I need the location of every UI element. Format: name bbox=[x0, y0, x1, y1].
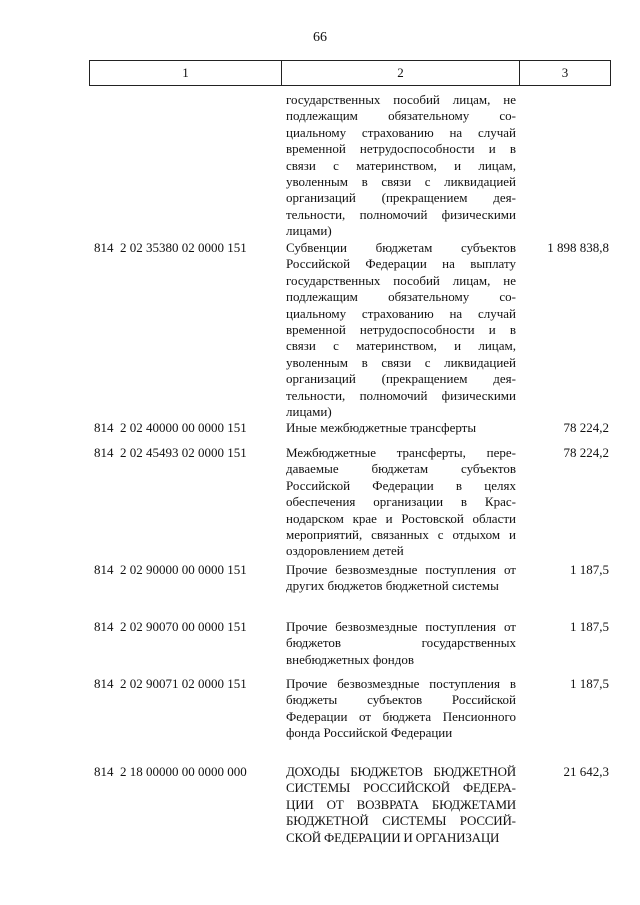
row-description: Субвенции бюджетам субъектов Российской Федерации на выплату государственных пособий лицам, не подлежащим обязательному социальному страхованию на случай временной нетрудоспособности и в связи с материнством, и лицам, уволенным в связи с ликвидацией организаций (прекращением деятельности, полномочий физическими лицами) bbox=[286, 240, 516, 420]
row-classification-code: 2 02 40000 00 0000 151 bbox=[120, 420, 247, 435]
row-amount: 1 187,5 bbox=[570, 676, 609, 691]
row-amount: 1 187,5 bbox=[570, 619, 609, 634]
row-description: Межбюджетные трансферты, передаваемые бюджетам субъектов Российской Федерации в целях обеспечения организации в Краснодарском крае и Ростовской области мероприятий, связанных с отдыхом и оздоровлением детей bbox=[286, 445, 516, 559]
row-admin-code: 814 bbox=[94, 764, 114, 779]
row-amount: 1 187,5 bbox=[570, 562, 609, 577]
row-classification-code: 2 02 90000 00 0000 151 bbox=[120, 562, 247, 577]
row-admin-code: 814 bbox=[94, 420, 114, 435]
row-code bbox=[94, 240, 247, 256]
row-amount: 21 642,3 bbox=[563, 764, 609, 779]
table-header-col-3: 3 bbox=[561, 65, 569, 80]
row-description: ДОХОДЫ БЮДЖЕТОВ БЮДЖЕТНОЙ СИСТЕМЫ РОССИЙСКОЙ ФЕДЕРАЦИИ ОТ ВОЗВРАТА БЮДЖЕТАМИ БЮДЖЕТНОЙ СИСТЕМЫ РОССИЙСКОЙ ФЕДЕРАЦИИ И ОРГАНИЗАЦИ bbox=[286, 764, 516, 845]
row-admin-code: 814 bbox=[94, 445, 114, 460]
row-code bbox=[94, 420, 247, 436]
row-classification-code: 2 02 45493 02 0000 151 bbox=[120, 445, 247, 460]
row-amount: 78 224,2 bbox=[563, 445, 609, 460]
row-admin-code: 814 bbox=[94, 240, 114, 255]
row-admin-code: 814 bbox=[94, 676, 114, 691]
row-description: Прочие безвозмездные поступления от бюджетов государственных внебюджетных фондов bbox=[286, 619, 516, 667]
row-code bbox=[94, 764, 247, 780]
row-admin-code: 814 bbox=[94, 562, 114, 577]
row-code bbox=[94, 445, 247, 461]
page-number: 66 bbox=[313, 30, 327, 45]
table-header-col-1: 1 bbox=[90, 61, 282, 85]
row-classification-code: 2 02 90071 02 0000 151 bbox=[120, 676, 247, 691]
row-description: Прочие безвозмездные поступления в бюджеты субъектов Российской Федерации от бюджета Пенсионного фонда Российской Федерации bbox=[286, 676, 516, 741]
row-code bbox=[94, 562, 247, 578]
row-description: Прочие безвозмездные поступления от других бюджетов бюджетной системы bbox=[286, 562, 516, 594]
row-description: Иные межбюджетные трансферты bbox=[286, 420, 477, 435]
table-header bbox=[89, 60, 611, 86]
row-classification-code: 2 02 35380 02 0000 151 bbox=[120, 240, 247, 255]
row-classification-code: 2 18 00000 00 0000 000 bbox=[120, 764, 247, 779]
row-code bbox=[94, 676, 247, 692]
row-classification-code: 2 02 90070 00 0000 151 bbox=[120, 619, 247, 634]
row-code bbox=[94, 619, 247, 635]
row-amount: 1 898 838,8 bbox=[547, 240, 609, 255]
row-amount: 78 224,2 bbox=[563, 420, 609, 435]
continuation-description: государственных пособий лицам, не подлежащим обязательному социальному страхованию на случай временной нетрудоспособности и в связи с материнством, и лицам, уволенным в связи с ликвидацией организаций (прекращением деятельности, полномочий физическими лицами) bbox=[286, 92, 516, 239]
table-header-col-2: 2 bbox=[282, 61, 520, 85]
row-admin-code: 814 bbox=[94, 619, 114, 634]
